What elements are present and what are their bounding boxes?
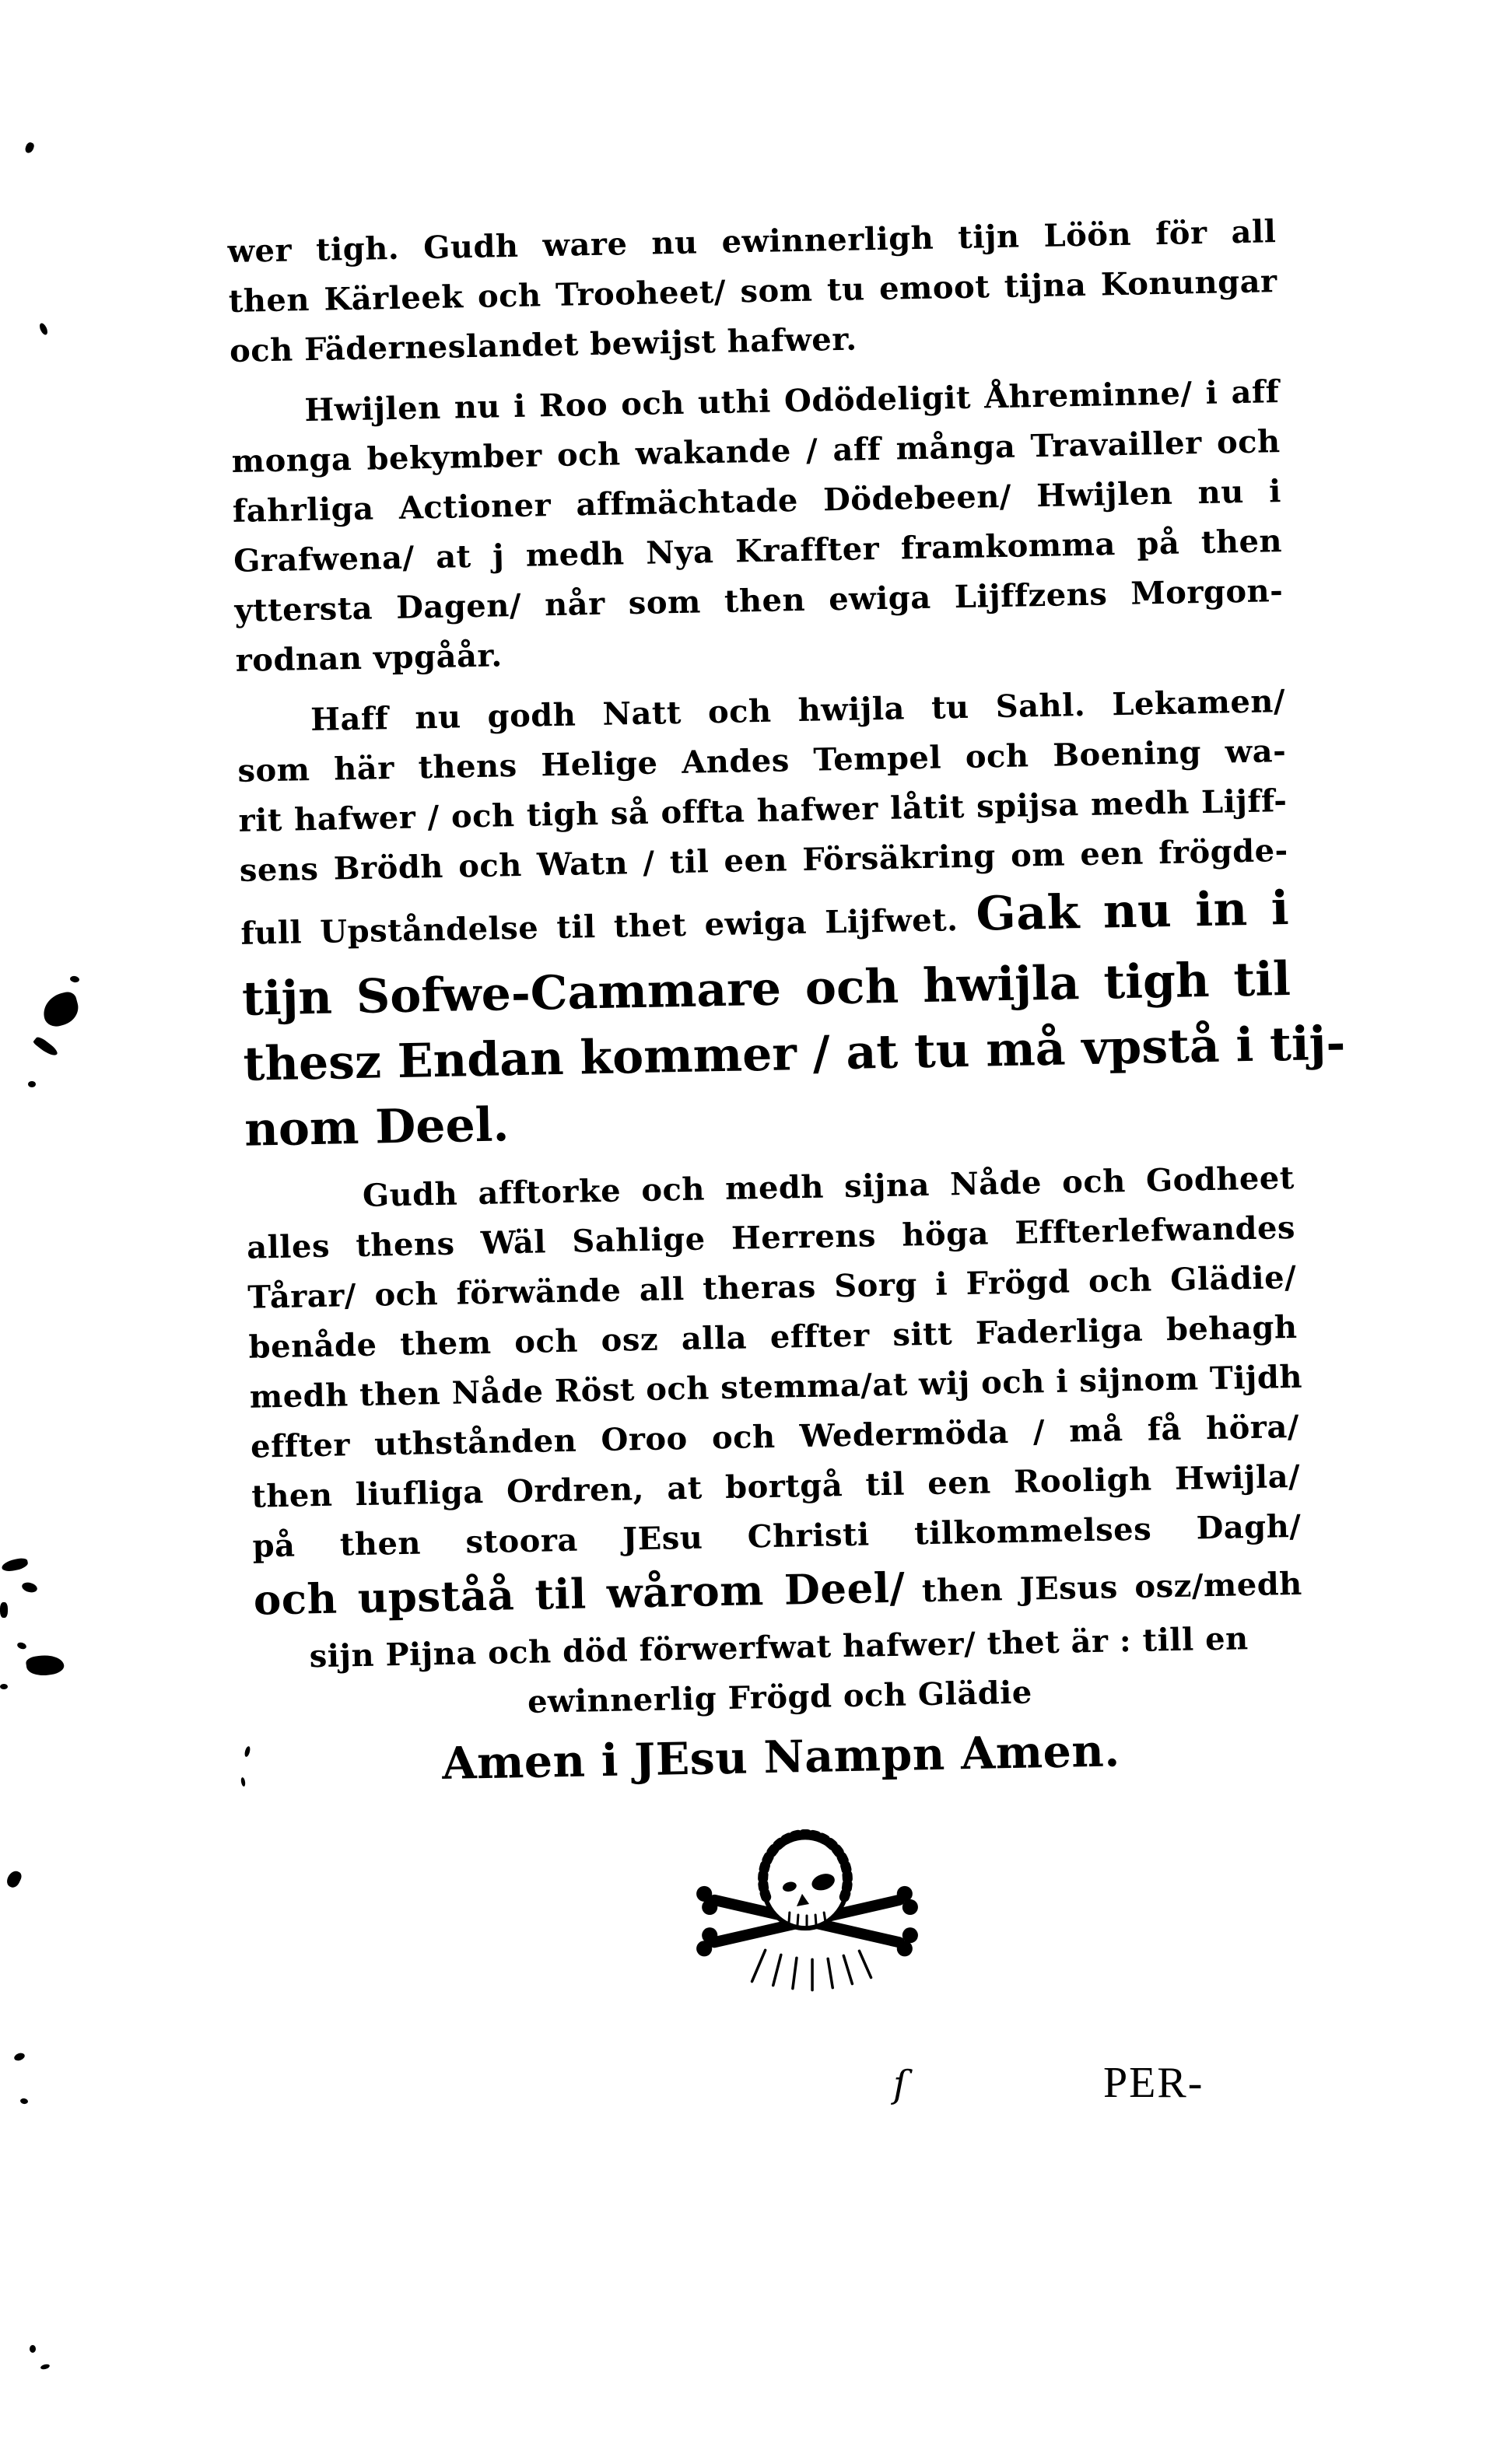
- ink-speck: [16, 1641, 27, 1650]
- text-line: ewinnerlig Frögd och Glädie: [527, 1674, 1033, 1720]
- text-line-large: nom Deel.: [244, 1097, 510, 1157]
- paragraph-gudh-afftorke: [245, 1153, 1305, 1800]
- paragraph-continuation: [227, 207, 1278, 376]
- text-line: effter uthstånden Oroo och Wedermöda / må få höra/: [250, 1408, 1300, 1465]
- paragraph-godh-natt: [237, 677, 1346, 1163]
- ink-speck: [13, 2052, 26, 2062]
- text-line: alles thens Wäl Sahlige Herrens höga Effterlefwandes: [246, 1209, 1296, 1266]
- text-line: som här thens Helige Andes Tempel och Boening wa-: [237, 732, 1287, 789]
- text-line-large: thesz Endan kommer / at tu må vpstå i tij-: [243, 1016, 1346, 1092]
- ink-speck: [28, 1081, 36, 1087]
- skull-crossbones-icon: [683, 1825, 927, 1993]
- text-line: sens Brödh och Watn / til een Försäkring om een frögde-: [239, 831, 1289, 889]
- text-line: rit hafwer / och tigh så offta hafwer låtit spijsa medh Lijff-: [238, 782, 1288, 839]
- text-line: then liufliga Ordren, at bortgå til een Rooligh Hwijla/: [251, 1458, 1301, 1515]
- ink-speck: [0, 1684, 8, 1689]
- text-line-large: tijn Sofwe-Cammare och hwijla tigh til: [241, 951, 1291, 1027]
- text-segment-large: Gak nu in i: [975, 880, 1290, 942]
- ink-speck: [21, 1581, 38, 1594]
- ink-speck: [0, 1602, 8, 1618]
- ink-speck: [30, 2345, 36, 2353]
- text-line: och Fäderneslandet bewijst hafwer.: [229, 320, 857, 369]
- text-line: fahrliga Actioner affmächtade Dödebeen/ Hwijlen nu i: [232, 473, 1282, 530]
- text-line: then Kärleek och Trooheet/ som tu emoot tijna Konungar: [228, 263, 1278, 320]
- text-line: benåde them och osz alla effter sitt Faderliga behagh: [248, 1308, 1298, 1366]
- ink-speck: [69, 975, 79, 983]
- text-line: yttersta Dagen/ når som then ewiga Lijffzens Morgon-: [234, 572, 1284, 629]
- ink-speck: [40, 990, 82, 1030]
- ink-speck: [38, 322, 49, 336]
- text-segment: then JEsus osz/medh: [904, 1565, 1303, 1610]
- ink-speck: [240, 1777, 246, 1787]
- ink-speck: [25, 1653, 65, 1678]
- text-line: rodnan vpgåår.: [235, 637, 503, 679]
- signature-mark: ſ: [893, 2063, 907, 2106]
- text-line: medh then Nåde Röst och stemma/at wij och i sijnom Tijdh: [249, 1358, 1303, 1416]
- text-line: monga bekymber och wakande / aff många Travailler och: [231, 423, 1281, 480]
- ink-speck: [24, 142, 35, 155]
- ink-speck: [244, 1745, 251, 1757]
- ink-speck: [1, 1557, 29, 1573]
- paragraph-hwijlen: [230, 367, 1284, 686]
- sermon-text-block: [227, 207, 1346, 1811]
- ink-speck: [5, 1869, 23, 1890]
- ink-speck: [33, 1035, 59, 1059]
- text-line: Hwijlen nu i Roo och uthi Odödeligit Åhreminne/ i aff: [304, 373, 1280, 429]
- text-line: Grafwena/ at j medh Nya Kraffter framkomma på then: [233, 523, 1283, 579]
- amen-line: Amen i JEsu Nampn Amen.: [441, 1724, 1121, 1790]
- text-line: Tårar/ och förwände all theras Sorg i Frögd och Glädie/: [247, 1258, 1297, 1316]
- text-segment: full Upståndelse til thet ewiga Lijfwet.: [240, 901, 977, 952]
- ink-speck: [40, 2364, 50, 2371]
- ink-speck: [19, 2098, 28, 2105]
- text-line: på then stoora JEsu Christi tilkommelses Dagh/: [252, 1507, 1302, 1565]
- skull-crossbones-ornament: [683, 1825, 927, 1993]
- catchword: PER-: [1103, 2059, 1204, 2107]
- text-line: wer tigh. Gudh ware nu ewinnerligh tijn Löön för all: [227, 213, 1277, 270]
- text-line: Haff nu godh Natt och hwijla tu Sahl. Lekamen/: [310, 683, 1286, 739]
- text-segment-large: och upståå til wårom Deel/: [253, 1563, 906, 1625]
- text-line: Gudh afftorke och medh sijna Nåde och Godheet: [362, 1159, 1295, 1214]
- text-line: sijn Pijna och död förwerfwat hafwer/ thet är : till en: [309, 1620, 1249, 1675]
